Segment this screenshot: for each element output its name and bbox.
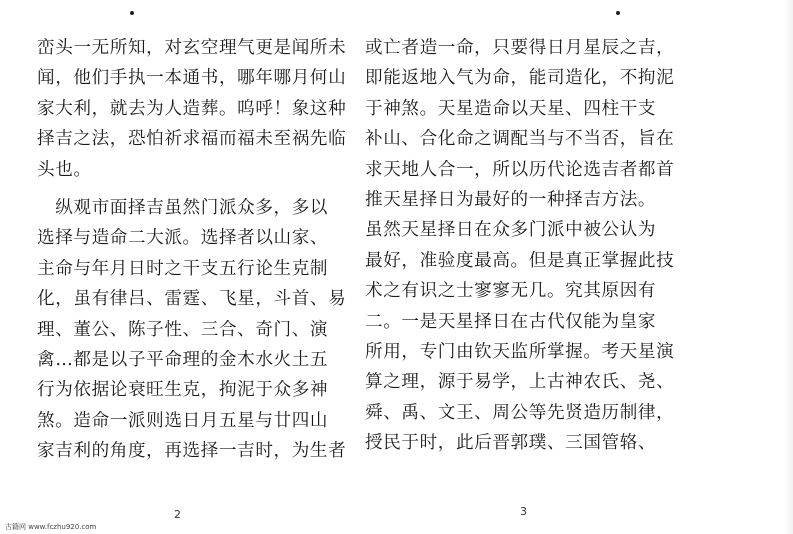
text-line: 舜、禹、文王、周公等先贤造历制律， bbox=[365, 402, 675, 423]
scan-dot-mark bbox=[130, 11, 134, 15]
text-line: 求天地人合一，所以历代论选吉者都首 bbox=[365, 159, 675, 180]
text-line: 所用，专门由钦天监所掌握。考天星演 bbox=[365, 341, 675, 362]
text-line: 推天星择日为最好的一种择吉方法。 bbox=[365, 189, 657, 210]
text-line: 禽…都是以子平命理的金木水火土五 bbox=[37, 349, 329, 370]
text-line: 煞。造命一派则选日月五星与廿四山 bbox=[37, 410, 329, 431]
text-line: 闻，他们手执一本通书，哪年哪月何山 bbox=[37, 68, 347, 89]
text-line: 算之理，源于易学，上古神农氏、尧、 bbox=[365, 372, 675, 393]
scan-edge bbox=[783, 0, 793, 534]
right-page bbox=[365, 33, 683, 458]
text-line: 主命与年月日时之干支五行论生克制 bbox=[37, 258, 329, 279]
text-line: 术之有识之士寥寥无几。究其原因有 bbox=[365, 281, 657, 302]
text-line: 家大利，就去为人造葬。呜呼！象这种 bbox=[37, 98, 347, 119]
page-number-right: 3 bbox=[520, 505, 527, 518]
text-line: 峦头一无所知，对玄空理气更是闻所未 bbox=[37, 38, 347, 58]
text-line: 理、董公、陈子性、三合、奇门、演 bbox=[37, 319, 329, 340]
text-line: 或亡者造一命，只要得日月星辰之吉， bbox=[365, 38, 675, 58]
text-line: 选择与造命二大派。选择者以山家、 bbox=[37, 228, 329, 249]
text-line: 行为依据论衰旺生克，拘泥于众多神 bbox=[37, 380, 329, 401]
text-line: 家吉利的角度，再选择一吉时，为生者 bbox=[37, 441, 347, 462]
page-number-left: 2 bbox=[174, 508, 181, 521]
text-line: 虽然天星择日在众多门派中被公认为 bbox=[365, 220, 657, 241]
text-line: 补山、合化命之调配当与不当否，旨在 bbox=[365, 129, 675, 150]
text-line: 头也。 bbox=[37, 159, 92, 180]
text-line: 最好，准验度最高。但是真正掌握此技 bbox=[365, 250, 675, 271]
text-line: 授民于时，此后晋郭璞、三国管辂、 bbox=[365, 433, 657, 454]
text-line: 即能返地入气为命，能司造化，不拘泥 bbox=[365, 68, 675, 89]
site-watermark: 古籍网 www.fczhu920.com bbox=[5, 523, 97, 531]
text-line: 纵观市面择吉虽然门派众多，多以 bbox=[37, 197, 329, 218]
paragraph-gap bbox=[37, 185, 355, 193]
left-page bbox=[37, 33, 355, 466]
scan-dot-mark bbox=[616, 11, 620, 15]
text-line: 于神煞。天星造命以天星、四柱干支 bbox=[365, 98, 657, 119]
text-line: 择吉之法，恐怕祈求福而福未至祸先临 bbox=[37, 129, 347, 150]
text-line: 二。一是天星择日在古代仅能为皇家 bbox=[365, 311, 657, 332]
text-line: 化，虽有律吕、雷霆、飞星，斗首、易 bbox=[37, 289, 347, 310]
